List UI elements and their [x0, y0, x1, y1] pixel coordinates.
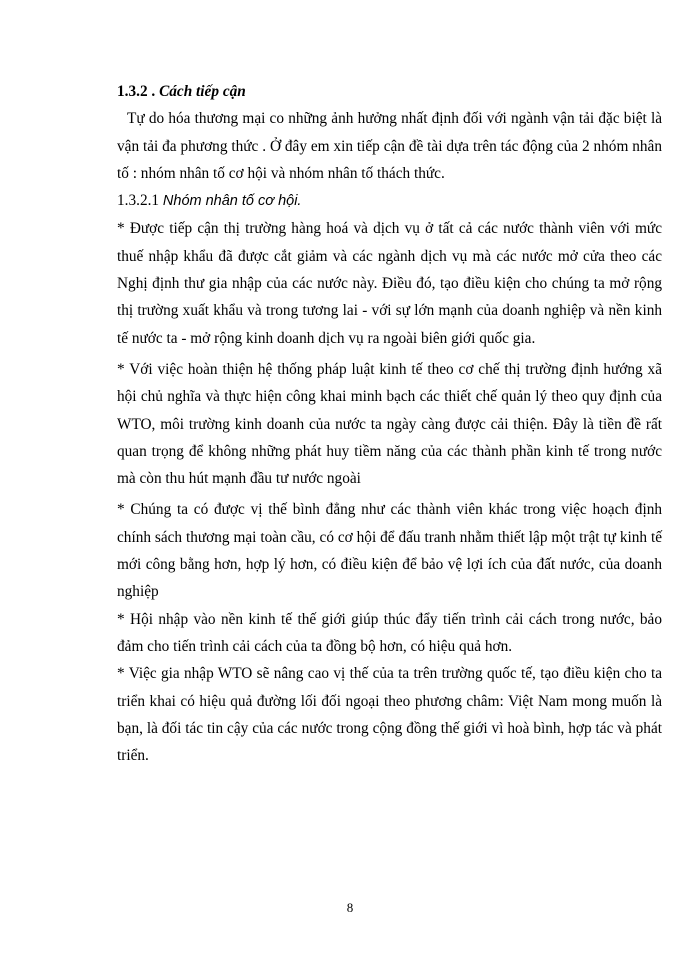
body-paragraph-1: * Được tiếp cận thị trường hàng hoá và dịch vụ ở tất cả các nước thành viên với mức thuế nhập khẩu đã được cắt giảm và các ngành dịch vụ mà các nước mở cửa theo các Nghị định thư gia nhập của các nước này. Điều đó, tạo điều kiện cho chúng ta mở rộng thị trường xuất khẩu và trong tương lai - với sự lớn mạnh của doanh nghiệp và nền kinh tế nước ta - mở rộng kinh doanh dịch vụ ra ngoài biên giới quốc gia. [117, 220, 662, 347]
page-number: 8 [346, 900, 354, 915]
section-heading [117, 78, 662, 105]
page-content [117, 78, 662, 769]
body-paragraph-4: * Hội nhập vào nền kinh tế thế giới giúp thúc đẩy tiến trình cải cách trong nước, bảo đảm cho tiến trình cải cách của ta đồng bộ hơn, có hiệu quả hơn. [117, 610, 662, 655]
subsection-title: Nhóm nhân tố cơ hội. [162, 193, 302, 210]
body-paragraph-3: * Chúng ta có được vị thế bình đẳng như các thành viên khác trong việc hoạch định chính sách thương mại toàn cầu, có cơ hội để đấu tranh nhằm thiết lập một trật tự kinh tế mới công bằng hơn, hợp lý hơn, có điều kiện để bảo vệ lợi ích của đất nước, của doanh nghiệp [117, 501, 662, 601]
section-number: 1.3.2 . [117, 83, 156, 100]
subsection-number: 1.3.2.1 [117, 192, 160, 210]
subsection-heading [117, 187, 662, 215]
section-title: Cách tiếp cận [159, 83, 246, 100]
body-paragraph-5: * Việc gia nhập WTO sẽ nâng cao vị thế của ta trên trường quốc tế, tạo điều kiện cho ta triển khai có hiệu quả đường lối đối ngoại theo phương châm: Việt Nam mong muốn là bạn, là đối tác tin cậy của các nước trong cộng đồng thế giới vì hoà bình, hợp tác và phát triển. [117, 665, 662, 765]
intro-paragraph: Tự do hóa thương mại co những ảnh hưởng nhất định đối với ngành vận tải đặc biệt là vận tải đa phương thức . Ở đây em xin tiếp cận đề tài dựa trên tác động của 2 nhóm nhân tố : nhóm nhân tố cơ hội và nhóm nhân tố thách thức. [117, 110, 662, 182]
body-paragraph-2: * Với việc hoàn thiện hệ thống pháp luật kinh tế theo cơ chế thị trường định hướng xã hội chủ nghĩa và thực hiện công khai minh bạch các thiết chế quản lý theo quy định của WTO, môi trường kinh doanh của nước ta ngày càng được cải thiện. Đây là tiền đề rất quan trọng để không những phát huy tiềm năng của các thành phần kinh tế trong nước mà còn thu hút mạnh đầu tư nước ngoài [117, 360, 662, 488]
